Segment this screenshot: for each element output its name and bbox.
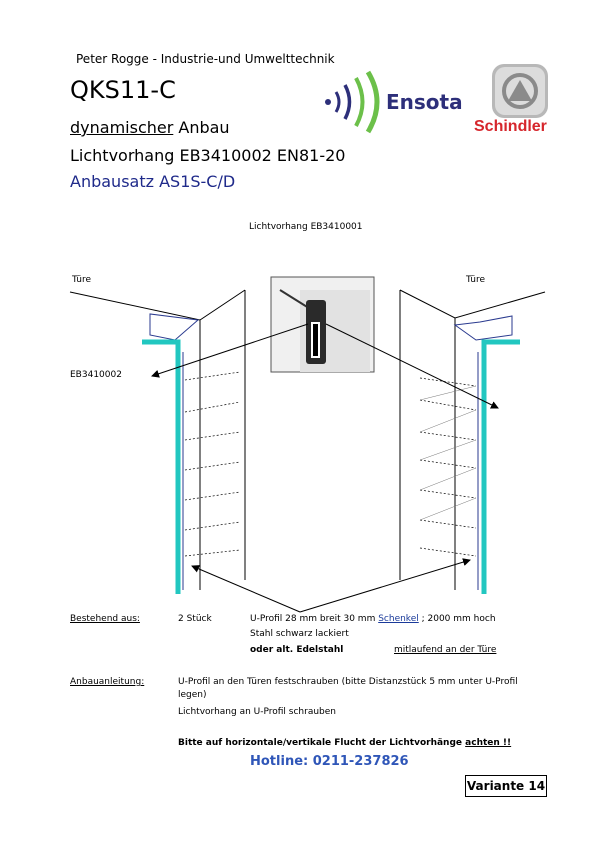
left-light-beams [185,372,240,556]
subtitle-mounting-emphasis: dynamischer [70,118,174,137]
model-title: QKS11-C [70,76,176,104]
profile-description [250,614,496,624]
instruction-1: U-Profil an den Türen festschrauben (bitte Distanzstück 5 mm unter U-Profil [178,677,518,687]
instruction-2: Lichtvorhang an U-Profil schrauben [178,707,337,717]
left-u-profile [142,342,183,594]
profile-description-post: ; 2000 mm hoch [418,614,496,624]
hotline-text: Hotline: 0211-237826 [250,754,409,769]
alignment-notice-emphasis: achten !! [465,738,512,748]
company-name: Peter Rogge - Industrie-und Umwelttechnik [76,52,335,66]
subtitle-mounting-rest: Anbau [173,118,230,137]
light-curtain-photo [271,277,374,372]
alignment-notice [178,738,511,748]
right-light-beams [420,378,476,556]
variant-box: Variante 14 [465,775,547,797]
quantity-text: 2 Stück [178,614,212,624]
schindler-logo-text: Schindler [474,118,547,135]
moving-text: mitlaufend an der Türe [394,645,497,655]
alternative-text: oder alt. Edelstahl [250,645,344,655]
profile-description-link: Schenkel [378,614,419,624]
profile-description-pre: U-Profil 28 mm breit 30 mm [250,614,379,624]
subtitle-light-curtain: Lichtvorhang EB3410002 EN81-20 [70,146,346,165]
consists-of-label: Bestehend aus: [70,614,140,624]
finish-text: Stahl schwarz lackiert [250,629,349,639]
label-door-left: Türe [72,275,92,285]
right-door [400,290,545,590]
ensota-logo-text: Ensota [386,90,463,114]
instructions-label: Anbauanleitung: [70,677,145,687]
instruction-1-continued: legen) [178,690,207,700]
light-beam-diagonals [420,386,476,520]
right-u-profile [478,342,520,594]
label-part-number: EB3410002 [70,370,122,380]
alignment-notice-pre: Bitte auf horizontale/vertikale Flucht der Lichtvorhänge [178,738,466,748]
label-door-right: Türe [466,275,486,285]
label-light-curtain: Lichtvorhang EB3410001 [249,222,363,232]
left-door [70,290,245,590]
subtitle-kit: Anbausatz AS1S-C/D [70,172,236,191]
